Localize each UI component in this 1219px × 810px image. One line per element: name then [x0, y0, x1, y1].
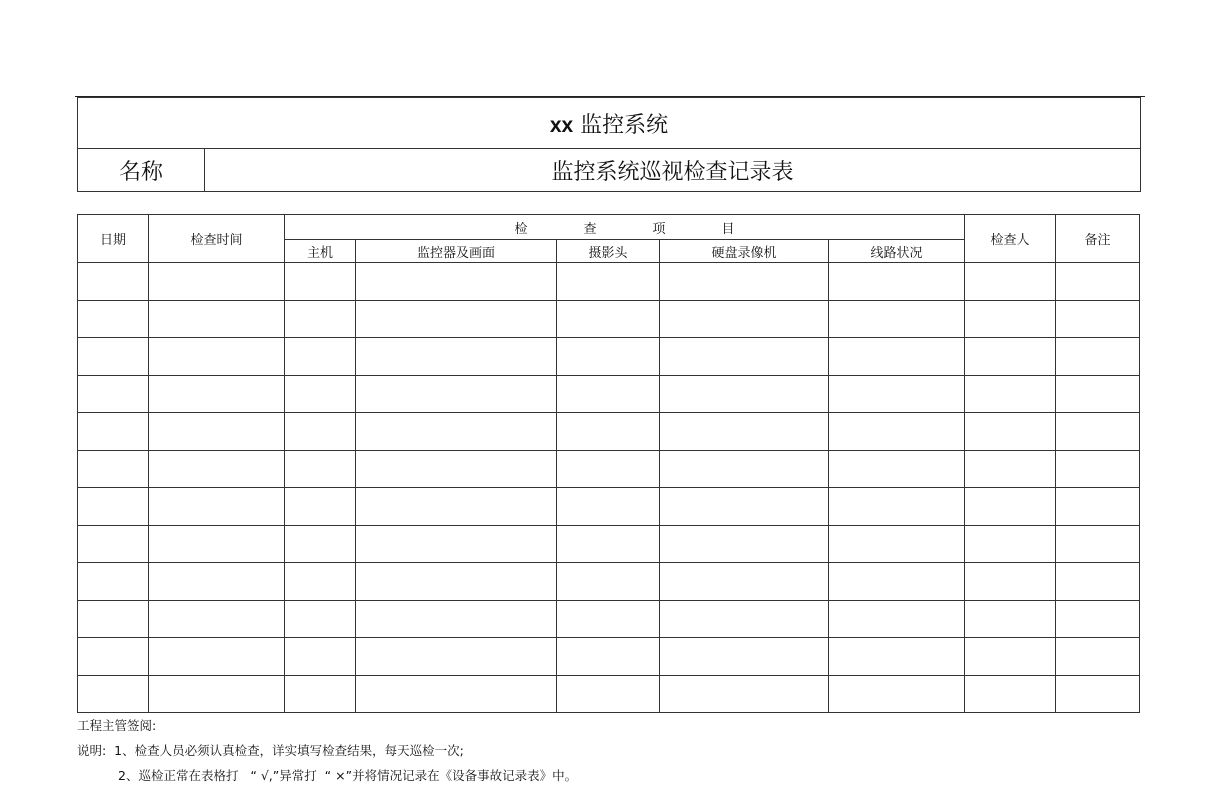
table-cell[interactable] [1056, 413, 1140, 451]
table-cell[interactable] [829, 338, 965, 376]
table-cell[interactable] [78, 638, 149, 676]
table-row [78, 450, 1140, 488]
log-body [78, 263, 1140, 713]
table-cell[interactable] [149, 563, 285, 601]
table-cell[interactable] [356, 375, 557, 413]
table-cell[interactable] [829, 413, 965, 451]
table-row [78, 675, 1140, 713]
header-camera: 摄影头 [557, 240, 660, 263]
table-cell[interactable] [1056, 675, 1140, 713]
table-cell[interactable] [78, 600, 149, 638]
table-cell[interactable] [149, 638, 285, 676]
table-cell[interactable] [356, 488, 557, 526]
table-cell[interactable] [965, 675, 1056, 713]
table-cell[interactable] [557, 525, 660, 563]
table-cell[interactable] [829, 488, 965, 526]
header-dvr: 硬盘录像机 [660, 240, 829, 263]
table-cell[interactable] [557, 450, 660, 488]
table-cell[interactable] [965, 563, 1056, 601]
table-cell[interactable] [78, 375, 149, 413]
table-cell[interactable] [1056, 300, 1140, 338]
table-cell[interactable] [285, 675, 356, 713]
table-cell[interactable] [660, 450, 829, 488]
inspection-log-table [77, 214, 1140, 713]
table-cell[interactable] [149, 450, 285, 488]
table-cell[interactable] [660, 563, 829, 601]
table-cell[interactable] [965, 525, 1056, 563]
group-char: 项 [652, 221, 666, 237]
table-cell[interactable] [78, 413, 149, 451]
header-check-time: 检查时间 [149, 215, 285, 263]
table-cell[interactable] [829, 638, 965, 676]
table-cell[interactable] [356, 450, 557, 488]
table-cell[interactable] [829, 450, 965, 488]
table-cell[interactable] [285, 488, 356, 526]
table-cell[interactable] [965, 488, 1056, 526]
header-date: 日期 [78, 215, 149, 263]
table-cell[interactable] [829, 300, 965, 338]
table-cell[interactable] [660, 600, 829, 638]
title-prefix: xx [549, 113, 574, 137]
table-cell[interactable] [149, 600, 285, 638]
header-line-status: 线路状况 [829, 240, 965, 263]
table-cell[interactable] [660, 525, 829, 563]
table-cell[interactable] [149, 488, 285, 526]
header-remarks: 备注 [1056, 215, 1140, 263]
group-char: 查 [583, 221, 597, 237]
table-cell[interactable] [557, 300, 660, 338]
table-cell[interactable] [149, 300, 285, 338]
table-cell[interactable] [557, 263, 660, 301]
table-cell[interactable] [149, 413, 285, 451]
table-cell[interactable] [557, 413, 660, 451]
table-cell[interactable] [557, 375, 660, 413]
group-char: 目 [721, 221, 735, 237]
supervisor-signature-label: 工程主管签阅: [77, 718, 157, 733]
table-cell[interactable] [356, 263, 557, 301]
table-cell[interactable] [1056, 638, 1140, 676]
table-cell[interactable] [285, 300, 356, 338]
table-cell[interactable] [965, 375, 1056, 413]
header-inspector: 检查人 [965, 215, 1056, 263]
table-cell[interactable] [1056, 600, 1140, 638]
table-cell[interactable] [285, 563, 356, 601]
table-cell[interactable] [285, 338, 356, 376]
table-cell[interactable] [285, 450, 356, 488]
table-cell[interactable] [829, 263, 965, 301]
table-row [78, 600, 1140, 638]
table-cell[interactable] [356, 675, 557, 713]
table-cell[interactable] [149, 675, 285, 713]
table-cell[interactable] [1056, 450, 1140, 488]
table-cell[interactable] [557, 600, 660, 638]
table-cell[interactable] [557, 338, 660, 376]
table-cell[interactable] [829, 375, 965, 413]
table-cell[interactable] [356, 600, 557, 638]
table-cell[interactable] [78, 675, 149, 713]
table-cell[interactable] [78, 450, 149, 488]
table-cell[interactable] [78, 338, 149, 376]
table-row [78, 300, 1140, 338]
table-cell[interactable] [356, 563, 557, 601]
table-cell[interactable] [1056, 488, 1140, 526]
table-row [78, 488, 1140, 526]
table-cell[interactable] [1056, 338, 1140, 376]
table-cell[interactable] [285, 600, 356, 638]
table-row [78, 338, 1140, 376]
table-cell[interactable] [1056, 525, 1140, 563]
table-cell[interactable] [829, 525, 965, 563]
table-row [78, 525, 1140, 563]
table-row [78, 375, 1140, 413]
table-cell[interactable] [149, 338, 285, 376]
table-cell[interactable] [78, 563, 149, 601]
group-char: 检 [514, 221, 528, 237]
table-cell[interactable] [356, 338, 557, 376]
table-cell[interactable] [356, 638, 557, 676]
table-cell[interactable] [965, 338, 1056, 376]
table-cell[interactable] [285, 375, 356, 413]
table-cell[interactable] [356, 300, 557, 338]
table-cell[interactable] [1056, 375, 1140, 413]
table-cell[interactable] [285, 263, 356, 301]
table-cell[interactable] [829, 563, 965, 601]
header-host: 主机 [285, 240, 356, 263]
table-row [78, 263, 1140, 301]
title-main: 监控系统 [580, 112, 669, 138]
header-monitor-screen: 监控器及画面 [356, 240, 557, 263]
table-cell[interactable] [660, 413, 829, 451]
table-cell[interactable] [557, 488, 660, 526]
table-cell[interactable] [660, 638, 829, 676]
table-cell[interactable] [1056, 563, 1140, 601]
table-row [78, 413, 1140, 451]
table-cell[interactable] [1056, 263, 1140, 301]
table-cell[interactable] [149, 525, 285, 563]
table-cell[interactable] [78, 525, 149, 563]
table-cell[interactable] [660, 675, 829, 713]
note-2: 2、巡检正常在表格打 “ √,”异常打 “ ×”并将情况记录在《设备事故记录表》中。 [118, 768, 578, 783]
note-1: 说明: 1、检查人员必须认真检查，详实填写检查结果，每天巡检一次; [77, 743, 464, 758]
table-cell[interactable] [285, 413, 356, 451]
table-cell[interactable] [356, 525, 557, 563]
table-cell[interactable] [660, 300, 829, 338]
table-cell[interactable] [965, 638, 1056, 676]
table-cell[interactable] [660, 488, 829, 526]
table-cell[interactable] [965, 450, 1056, 488]
table-cell[interactable] [557, 638, 660, 676]
table-cell[interactable] [285, 638, 356, 676]
table-cell[interactable] [78, 263, 149, 301]
table-cell[interactable] [557, 675, 660, 713]
table-cell[interactable] [78, 488, 149, 526]
table-row [78, 563, 1140, 601]
table-cell[interactable] [660, 263, 829, 301]
header-table [77, 97, 1141, 192]
table-cell[interactable] [829, 600, 965, 638]
header-inspection-items [285, 215, 965, 240]
table-cell[interactable] [660, 375, 829, 413]
table-cell[interactable] [965, 300, 1056, 338]
table-cell[interactable] [965, 263, 1056, 301]
table-cell[interactable] [149, 375, 285, 413]
table-cell[interactable] [149, 263, 285, 301]
table-cell[interactable] [829, 675, 965, 713]
table-cell[interactable] [965, 600, 1056, 638]
table-cell[interactable] [965, 413, 1056, 451]
form-name: 监控系统巡视检查记录表 [205, 149, 1141, 192]
table-cell[interactable] [285, 525, 356, 563]
table-row [78, 638, 1140, 676]
name-label: 名称 [78, 149, 205, 192]
document-title [78, 98, 1141, 149]
table-cell[interactable] [356, 413, 557, 451]
table-cell[interactable] [660, 338, 829, 376]
table-cell[interactable] [557, 563, 660, 601]
table-cell[interactable] [78, 300, 149, 338]
